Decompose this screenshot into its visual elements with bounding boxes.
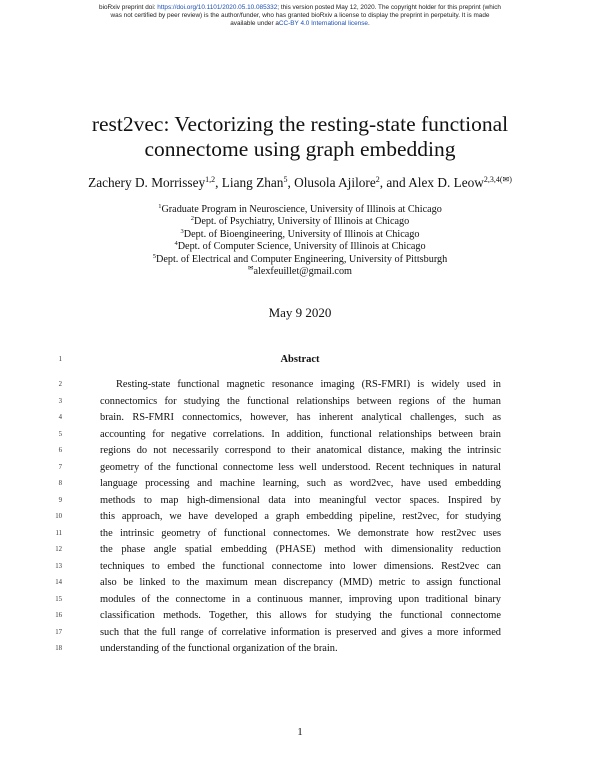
abstract-line: Resting-state functional magnetic resonance imaging (RS-FMRI) is widely used in <box>116 379 501 390</box>
affiliation-marker: 4 <box>174 240 178 248</box>
line-number: 14 <box>55 579 62 586</box>
title-line-2: connectome using graph embedding <box>144 137 456 161</box>
line-number: 7 <box>58 463 62 471</box>
line-number: 17 <box>55 628 62 636</box>
banner-text: . <box>367 20 370 27</box>
author-name: Liang Zhan <box>221 175 284 190</box>
abstract-line: the intrinsic geometry of functional connectomes. We demonstrate how rest2vec uses <box>100 527 501 539</box>
banner-line-1 <box>40 4 560 12</box>
line-number: 4 <box>58 414 62 421</box>
affiliation <box>40 229 560 241</box>
abstract-line: such that the full range of correlative information is preserved and gives a more informed <box>100 626 501 638</box>
line-number: 15 <box>55 595 62 603</box>
line-number: 2 <box>58 381 62 388</box>
author-affiliation-marker: 2,3,4(✉) <box>483 175 512 184</box>
affiliation-text: Graduate Program in Neuroscience, University of Illinois at Chicago <box>161 204 442 215</box>
author-affiliation-marker: 1,2 <box>205 175 216 184</box>
line-number: 10 <box>55 513 62 520</box>
abstract-line: modules of the connectome in a continuous manner, improving upon traditional binary <box>100 593 501 605</box>
affiliation-marker: 1 <box>158 203 162 210</box>
page-number: 1 <box>297 726 303 738</box>
author-affiliation-marker: 5 <box>283 175 288 184</box>
author-name: Olusola Ajilore <box>294 175 376 190</box>
affiliation-text: Dept. of Psychiatry, University of Illinois at Chicago <box>194 216 410 228</box>
affiliation <box>40 254 560 266</box>
author-separator: , and <box>379 175 409 190</box>
author-name: Alex D. Leow <box>408 175 484 190</box>
affiliation-text: Dept. of Computer Science, University of Illinois at Chicago <box>177 241 426 253</box>
affiliation <box>40 266 560 278</box>
abstract-line: the phase angle spatial embedding (PHASE) method with dimensionality reduction <box>100 544 501 555</box>
abstract-line: also be linked to the maximum mean discrepancy (MMD) metric to assign functional <box>100 577 501 588</box>
abstract-line: classification methods. Together, this allows for studying the functional connectome <box>100 610 501 621</box>
publication-date: May 9 2020 <box>268 305 332 320</box>
banner-text: available under a <box>230 20 279 27</box>
author-name: Zachery D. Morrissey <box>88 175 206 190</box>
abstract-line: connectomics for studying the functional relationships between regions of the human <box>100 395 501 407</box>
banner-text: bioRxiv preprint doi: <box>99 4 158 11</box>
affiliation-marker: 5 <box>152 252 156 260</box>
contact-email: alexfeuillet@gmail.com <box>253 266 352 278</box>
line-number: 9 <box>58 496 62 504</box>
affiliation-marker: 3 <box>180 227 184 235</box>
line-number: 1 <box>58 356 62 363</box>
banner-text: ; this version posted May 12, 2020. The copyright holder for this preprint (which <box>277 4 501 11</box>
author-separator: , <box>287 175 295 190</box>
author-separator: , <box>215 175 222 190</box>
line-number: 5 <box>58 430 62 438</box>
affiliation-text: Dept. of Electrical and Computer Engineering, University of Pittsburgh <box>156 253 448 265</box>
affiliation-text: Dept. of Bioengineering, University of Illinois at Chicago <box>183 228 420 240</box>
affiliation <box>40 241 560 253</box>
banner-line-2: was not certified by peer review) is the author/funder, who has granted bioRxiv a license to display the preprint in perpetuity. It is made <box>110 12 490 19</box>
preprint-banner <box>40 4 560 28</box>
abstract-line: this approach, we have developed a graph embedding pipeline, rest2vec, for studying <box>100 511 501 522</box>
title-line-1: rest2vec: Vectorizing the resting-state functional <box>91 112 509 136</box>
abstract-line: techniques to embed the functional connectome into lower dimensions. Rest2vec can <box>100 560 501 572</box>
line-number: 8 <box>58 480 62 487</box>
abstract-line: accounting for negative correlations. In addition, functional relationships between brain <box>100 428 501 440</box>
author-affiliation-marker: 2 <box>375 175 380 184</box>
line-number: 6 <box>58 447 62 454</box>
affiliation <box>40 216 560 228</box>
affiliation-list <box>40 204 560 278</box>
line-number: 18 <box>55 645 62 652</box>
line-number: 11 <box>55 529 62 537</box>
affiliation-marker: ✉ <box>248 265 254 273</box>
line-number: 12 <box>55 546 62 553</box>
affiliation <box>40 204 560 216</box>
abstract-heading: Abstract <box>280 354 320 365</box>
license-link[interactable]: CC-BY 4.0 International license <box>278 20 368 27</box>
abstract-line: brain. RS-FMRI connectomics, however, has inherent analytical challenges, such as <box>100 412 501 423</box>
abstract-line: language processing and machine learning, such as word2vec, have used embedding <box>100 478 501 489</box>
paper-title <box>40 112 560 162</box>
line-number: 13 <box>55 562 62 570</box>
abstract-line: understanding of the functional organization of the brain. <box>100 643 338 654</box>
banner-line-3 <box>40 20 560 28</box>
affiliation-marker: 2 <box>190 215 194 223</box>
doi-link[interactable]: https://doi.org/10.1101/2020.05.10.085332 <box>157 4 278 11</box>
abstract-line: regions do not necessarily correspond to their anatomical distance, making the intrinsic <box>100 445 501 456</box>
author-list <box>20 175 580 191</box>
line-number: 16 <box>55 612 62 619</box>
line-number: 3 <box>58 397 62 405</box>
abstract-line: geometry of the functional connectome less well understood. Recent techniques in natural <box>100 461 501 473</box>
abstract-line: methods to map high-dimensional data into meaningful vector spaces. Inspired by <box>100 494 501 506</box>
